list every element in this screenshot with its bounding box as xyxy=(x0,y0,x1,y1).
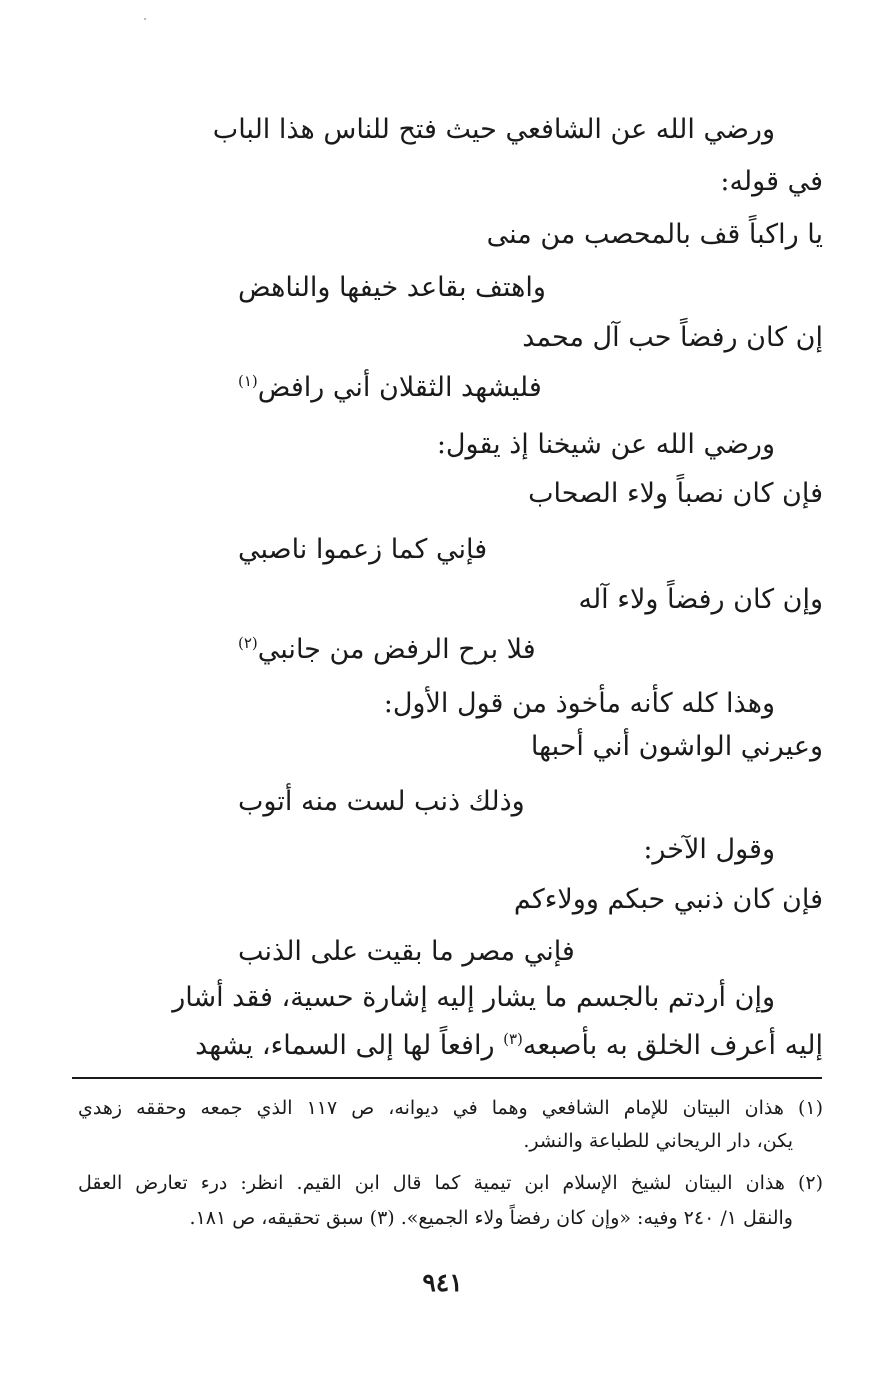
verse-2-second-hemistich xyxy=(238,368,542,408)
footnote-1-line-1: (١) هذان البيتان للإمام الشافعي وهما في ديوانه، ص ١١٧ الذي جمعه وحققه زهدي xyxy=(78,1097,824,1119)
prose-line-3: ورضي الله عن شيخنا إذ يقول: xyxy=(436,429,775,460)
prose-line-7-start: إليه أعرف الخلق به بأصبعه xyxy=(522,1030,823,1061)
prose-line-1: ورضي الله عن الشافعي حيث فتح للناس هذا الباب xyxy=(212,114,775,145)
verse-3-second-hemistich: فإني كما زعموا ناصبي xyxy=(238,534,488,565)
verse-2-second-hemistich-text: فليشهد الثقلان أني رافض xyxy=(257,372,542,403)
verse-3-first-hemistich: فإن كان نصباً ولاء الصحاب xyxy=(528,478,823,509)
verse-4-first-hemistich: وإن كان رفضاً ولاء آله xyxy=(578,584,823,615)
prose-line-6: وإن أردتم بالجسم ما يشار إليه إشارة حسية، فقد أشار xyxy=(172,982,775,1013)
verse-6-second-hemistich: فإني مصر ما بقيت على الذنب xyxy=(238,936,575,967)
verse-4-second-hemistich-text: فلا برح الرفض من جانبي xyxy=(257,634,536,665)
footnote-ref-1: (١) xyxy=(238,372,258,390)
page-number: ٩٤١ xyxy=(422,1268,463,1297)
prose-line-7 xyxy=(195,1026,823,1066)
scan-speck xyxy=(144,18,146,20)
prose-line-2: في قوله: xyxy=(720,166,823,197)
footnote-separator xyxy=(72,1077,822,1079)
verse-5-first-hemistich: وعيرني الواشون أني أحبها xyxy=(530,731,823,762)
verse-5-second-hemistich: وذلك ذنب لست منه أتوب xyxy=(238,786,525,817)
footnote-1-line-2: يكن، دار الريحاني للطباعة والنشر. xyxy=(523,1130,793,1152)
footnote-ref-2: (٢) xyxy=(238,634,258,652)
verse-4-second-hemistich xyxy=(238,630,536,670)
verse-1-first-hemistich: يا راكباً قف بالمحصب من منى xyxy=(486,219,823,250)
verse-2-first-hemistich: إن كان رفضاً حب آل محمد xyxy=(522,322,823,353)
prose-line-5: وقول الآخر: xyxy=(643,834,775,865)
verse-6-first-hemistich: فإن كان ذنبي حبكم وولاءكم xyxy=(513,884,823,915)
footnote-2-line-1: (٢) هذان البيتان لشيخ الإسلام ابن تيمية كما قال ابن القيم. انظر: درء تعارض العقل xyxy=(78,1172,823,1194)
prose-line-4: وهذا كله كأنه مأخوذ من قول الأول: xyxy=(383,688,775,719)
footnote-2-line-2: والنقل ١/ ٢٤٠ وفيه: «وإن كان رفضاً ولاء الجميع». (٣) سبق تحقيقه، ص ١٨١. xyxy=(189,1207,793,1229)
prose-line-7-end: رافعاً لها إلى السماء، يشهد xyxy=(195,1030,495,1061)
footnote-ref-3: (٣) xyxy=(503,1030,523,1048)
verse-1-second-hemistich: واهتف بقاعد خيفها والناهض xyxy=(238,272,546,303)
